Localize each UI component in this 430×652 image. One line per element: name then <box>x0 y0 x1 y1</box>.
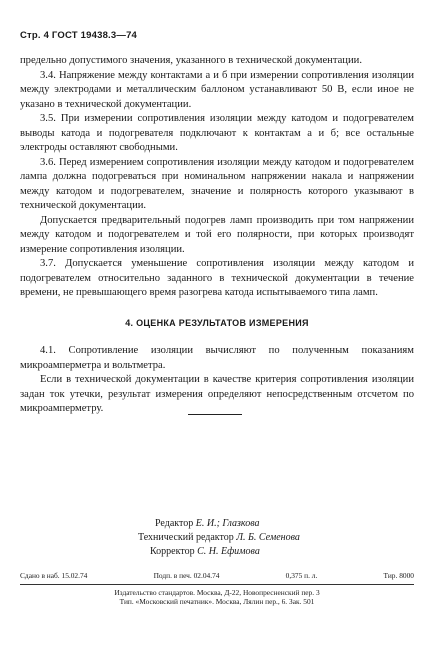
credit-role: Редактор <box>155 518 194 529</box>
paragraph-continuation: предельно допустимого значения, указанного в технической документации. <box>20 55 362 66</box>
imprint-printer: Тип. «Московский печатник». Москва, Лялин пер., 6. Зак. 501 <box>119 597 315 606</box>
body-text <box>20 54 414 417</box>
paragraph-leakage: Если в технической документации в качестве критерия сопротивления изоляции задан ток утечки, результат измерения определяют непосредственным отсчетом по микроамперметру. <box>20 374 414 414</box>
divider-line <box>188 414 242 415</box>
credit-editor <box>155 517 300 531</box>
section-heading: 4. ОЦЕНКА РЕЗУЛЬТАТОВ ИЗМЕРЕНИЯ <box>125 317 309 328</box>
page-header: Стр. 4 ГОСТ 19438.3—74 <box>20 30 138 41</box>
imprint-publisher: Издательство стандартов. Москва, Д-22, Новопресненский пер. 3 <box>114 587 320 597</box>
credit-name: С. Н. Ефимова <box>197 546 260 557</box>
paragraph-preheat: Допускается предварительный подогрев ламп производить при том напряжении между катодом и подогревателем и той его полярности, при которых производят измерение сопротивления изоляции. <box>20 214 414 255</box>
imprint-print-run: Тир. 8000 <box>383 571 414 580</box>
imprint-print-details <box>20 571 414 585</box>
credit-corrector <box>150 545 300 559</box>
paragraph-3-4: 3.4. Напряжение между контактами а и б при измерении сопротивления изоляции между электродами и металлическим баллоном устанавливают 50 В, если иное не указано в технической документации. <box>20 69 414 110</box>
credit-role: Корректор <box>150 546 195 557</box>
credit-name: Е. И.; Глазкова <box>195 518 260 529</box>
imprint <box>20 571 414 607</box>
credit-tech-editor <box>138 531 300 545</box>
paragraph-4-1: 4.1. Сопротивление изоляции вычисляют по полученным показаниям микроамперметра и вольтметра. <box>20 345 414 371</box>
credit-name: Л. Б. Семенова <box>236 532 300 543</box>
paragraph-3-7: 3.7. Допускается уменьшение сопротивления изоляции между катодом и подогревателем относительно заданного в технической документации в течение времени, не превышающего время разогрева катода испытываемого типа ламп. <box>20 258 414 298</box>
credits <box>138 517 300 559</box>
imprint-submitted: Сдано в наб. 15.02.74 <box>20 571 88 580</box>
credit-role: Технический редактор <box>138 532 234 543</box>
imprint-sheets: 0,375 п. л. <box>285 571 318 580</box>
imprint-signed: Подп. в печ. 02.04.74 <box>153 571 220 580</box>
paragraph-3-6: 3.6. Перед измерением сопротивления изоляции между катодом и подогревателем лампа должна подогреваться при номинальном напряжении накала и напряжении между катодом и подогревателем, значение и полярность которого указывают в технической документации. <box>20 156 414 211</box>
paragraph-3-5: 3.5. При измерении сопротивления изоляции между катодом и подогревателем выводы катода и подогревателя подключают к контактам а и б; все остальные электроды оставляют свободными. <box>20 113 414 153</box>
